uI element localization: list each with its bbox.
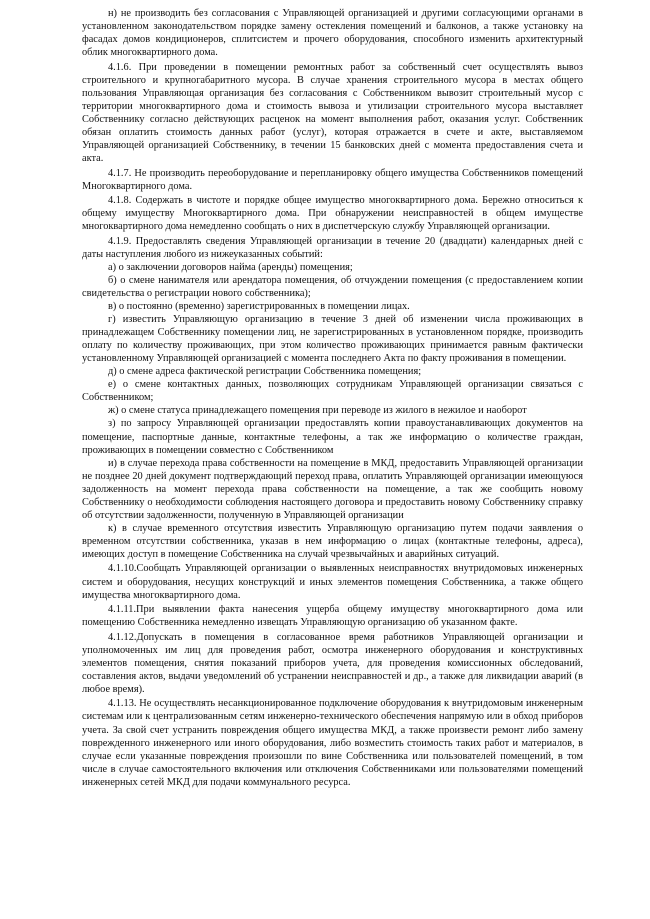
paragraph-4-1-9: 4.1.9. Предоставлять сведения Управляющей организации в течение 20 (двадцати) календарных дней с даты наступления любого из нижеуказанных событий: xyxy=(82,235,583,260)
list-item-i: и) в случае перехода права собственности на помещение в МКД, предоставить Управляющей организации не позднее 20 дней документ подтверждающий переход права, оплатить Управляющей организации имеющуюся задолженность на момент перехода права собственности на помещение, а так же сообщить новому Собственнику о необходимости соблюдения настоящего договора и предоставить новому Собственнику справку об отсутствии задолженности, полученную в Управляющей организации xyxy=(82,457,583,521)
paragraph-4-1-12: 4.1.12.Допускать в помещения в согласованное время работников Управляющей организации и уполномоченных им лиц для проведения работ, осмотра инженерного оборудования и конструктивных элементов помещения, снятия показаний приборов учета, для проведения комиссионных обследований, составления актов, выдачи уведомлений об устранении неисправностей и др., а также для ликвидации аварий (в любое время). xyxy=(82,631,583,695)
list-item-e: е) о смене контактных данных, позволяющих сотрудникам Управляющей организации связаться с Собственником; xyxy=(82,379,583,404)
paragraph-4-1-7: 4.1.7. Не производить переоборудование и перепланировку общего имущества Собственников помещений Многоквартирного дома. xyxy=(82,167,583,192)
paragraph-4-1-11: 4.1.11.При выявлении факта нанесения ущерба общему имуществу многоквартирного дома или помещению Собственника немедленно извещать Управляющую организацию об указанном факте. xyxy=(82,604,583,629)
list-item-d: д) о смене адреса фактической регистрации Собственника помещения; xyxy=(108,366,422,378)
paragraph-4-1-10: 4.1.10.Сообщать Управляющей организации о выявленных неисправностях внутридомовых инженерных систем и оборудования, несущих конструкций и иных элементов помещения Собственника, а также общего имущества многоквартирного дома. xyxy=(82,563,583,601)
list-item-v: в) о постоянно (временно) зарегистрированных в помещении лицах. xyxy=(108,301,410,313)
list-item-zh: ж) о смене статуса принадлежащего помещения при переводе из жилого в нежилое и наоборот xyxy=(108,405,527,417)
list-item-k: к) в случае временного отсутствия известить Управляющую организацию путем подачи заявления о временном отсутствии собственника, указав в нем информацию о лицах (контактные телефоны, адреса), имеющих доступ в помещение Собственника на случай чрезвычайных и аварийных ситуаций. xyxy=(82,522,583,560)
paragraph-4-1-6: 4.1.6. При проведении в помещении ремонтных работ за собственный счет осуществлять вывоз строительного и крупногабаритного мусора. В случае хранения строительного мусора в местах общего пользования Управляющая организация без согласования с Собственником вывозит строительный мусор с территории многоквартирного дома и стоимость вывоза и утилизации строительного мусора выставляет Собственнику согласно действующих расценок на момент выполнения работ, оказания услуг. Собственник обязан оплатить стоимость данных работ (услуг), которая отражается в счете и акте, выставляемом Управляющей организацией Собственнику, в течении 15 банковских дней с момента предоставления счета и акта. xyxy=(82,61,583,165)
list-item-a: а) о заключении договоров найма (аренды) помещения; xyxy=(108,261,353,273)
list-item-b: б) о смене нанимателя или арендатора помещения, об отчуждении помещения (с предоставлением копии свидетельства о регистрации нового собственника); xyxy=(82,274,583,299)
paragraph-4-1-8: 4.1.8. Содержать в чистоте и порядке общее имущество многоквартирного дома. Бережно относиться к общему имуществу Многоквартирного дома. При обнаружении неисправностей в общем имуществе многоквартирного дома немедленно сообщать о них в диспетчерскую службу Управляющей организации. xyxy=(82,195,583,233)
paragraph-4-1-13: 4.1.13. Не осуществлять несанкционированное подключение оборудования к внутридомовым инженерным системам или к централизованным сетям инженерно-технического обеспечения напрямую или в обход приборов учета. За свой счет устранить повреждения общего имущества МКД, а также произвести ремонт либо замену поврежденного инженерного или иного оборудования, либо возместить стоимость таких работ и материалов, в случае если указанные повреждения произошли по вине Собственника или пользователей помещений, в том числе в случае самостоятельного включения или отключения Собственниками или пользователями помещений инженерных сетей МКД для подачи коммунального ресурса. xyxy=(82,698,583,788)
list-item-g: г) известить Управляющую организацию в течение 3 дней об изменении числа проживающих в принадлежащем Собственнику помещении лиц, не зарегистрированных в установленном порядке, производить оплату по количеству проживающих, при этом количество проживающих принимается равным фактически установленному Управляющей организацией с момента последнего Акта по факту проживания в помещении. xyxy=(82,314,583,365)
paragraph-n-facade: н) не производить без согласования с Управляющей организацией и другими согласующими органами в установленном законодательством порядке замену остекления помещений и балконов, а также установку на фасадах домов кондиционеров, сплитсистем и прочего оборудования, способного изменить архитектурный облик многоквартирного дома. xyxy=(82,8,583,59)
list-item-z: з) по запросу Управляющей организации предоставлять копии правоустанавливающих документов на помещение, паспортные данные, контактные телефоны, а так же информацию о количестве граждан, проживающих в помещении совместно с Собственником xyxy=(82,418,583,456)
